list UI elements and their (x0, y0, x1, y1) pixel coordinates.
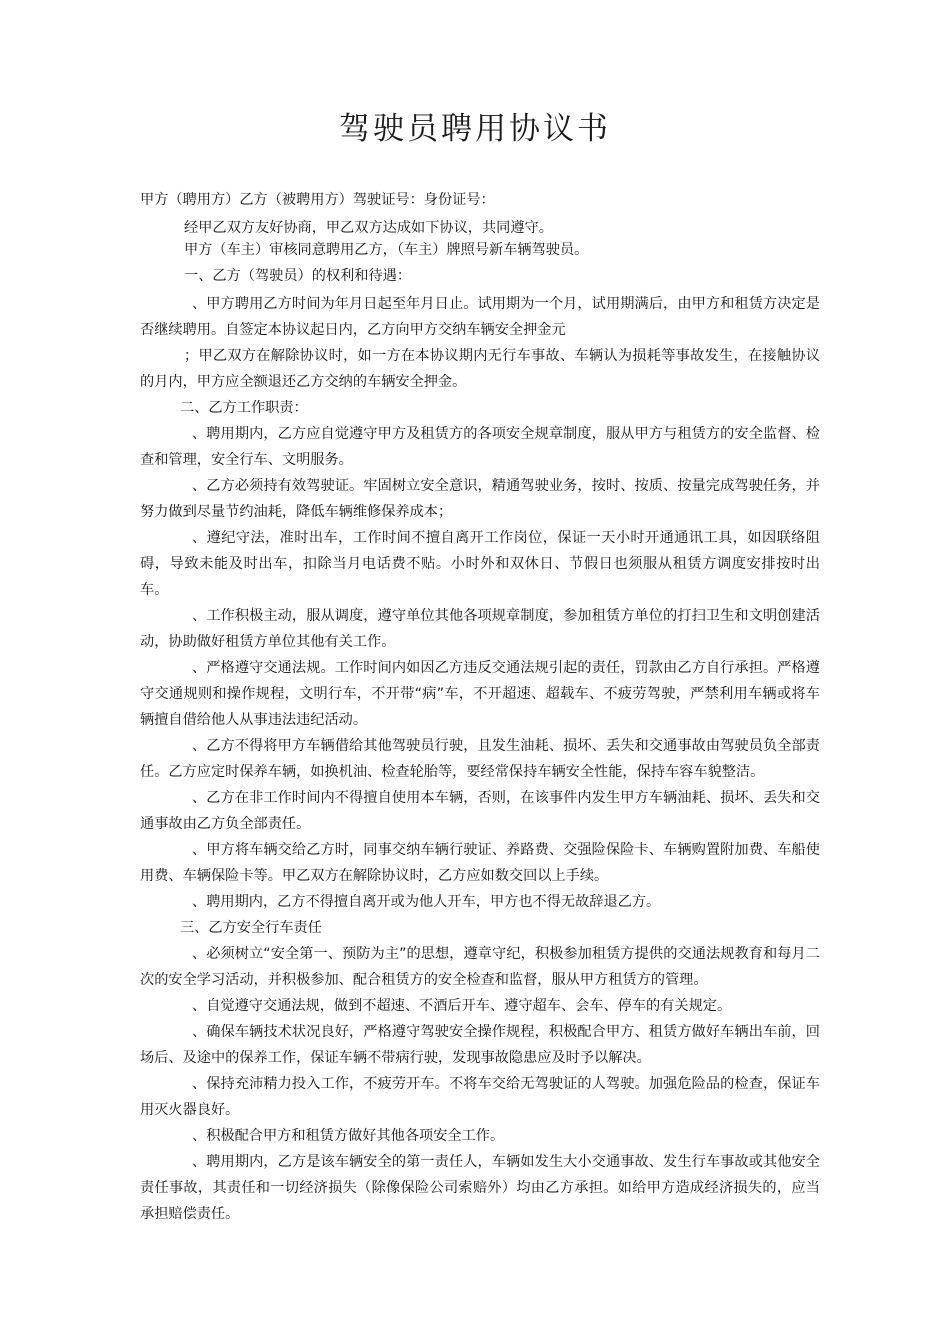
clause: 、聘用期内，乙方不得擅自离开或为他人开车，甲方也不得无故辞退乙方。 (192, 894, 661, 910)
clause: 、甲方将车辆交给乙方时，同事交纳车辆行驶证、养路费、交强险保险卡、车辆购置附加费、车船使用费、车辆保险卡等。甲乙双方在解除协议时，乙方应如数交回以上手续。 (140, 842, 820, 884)
clause: 、乙方在非工作时间内不得擅自使用本车辆，否则，在该事件内发生甲方车辆油耗、损坏、丢失和交通事故由乙方负全部责任。 (140, 790, 820, 832)
clause: 、聘用期内，乙方应自觉遵守甲方及租赁方的各项安全规章制度，服从甲方与租赁方的安全监督、检查和管理，安全行车、文明服务。 (140, 426, 820, 468)
clause: 、积极配合甲方和租赁方做好其他各项安全工作。 (192, 1128, 505, 1144)
clause: 、工作积极主动，服从调度，遵守单位其他各项规章制度，参加租赁方单位的打扫卫生和文明创建活动，协助做好租赁方单位其他有关工作。 (140, 608, 820, 650)
clause: ；甲乙双方在解除协议时，如一方在本协议期内无行车事故、车辆认为损耗等事故发生，在接触协议的月内，甲方应全额退还乙方交纳的车辆安全押金。 (140, 348, 820, 390)
clause: 、自觉遵守交通法规，做到不超速、不酒后开车、遵守超车、会车、停车的有关规定。 (192, 998, 732, 1014)
paragraph: 甲方（车主）审核同意聘用乙方，（车主）牌照号新车辆驾驶员。 (184, 242, 589, 258)
clause: 、遵纪守法，准时出车，工作时间不擅自离开工作岗位，保证一天小时开通通讯工具，如因联络阻碍，导致未能及时出车，扣除当月电话费不贴。小时外和双休日、节假日也须服从租赁方调度安排按时出车。 (140, 530, 820, 598)
document-title: 驾驶员聘用协议书 (339, 111, 611, 147)
section-heading: 三、乙方安全行车责任 (180, 920, 322, 936)
parties-line: 甲方（聘用方）乙方（被聘用方）驾驶证号：身份证号： (140, 192, 495, 208)
clause: 、聘用期内，乙方是该车辆安全的第一责任人，车辆如发生大小交通事故、发生行车事故或其他安全责任事故，其责任和一切经济损失（除像保险公司索赔外）均由乙方承担。如给甲方造成经济损失的，应当承担赔偿责任。 (140, 1154, 820, 1222)
clause: 、严格遵守交通法规。工作时间内如因乙方违反交通法规引起的责任，罚款由乙方自行承担。严格遵守交通规则和操作规程，文明行车，不开带“病”车，不开超速、超载车、不疲劳驾驶，严禁利用车辆或将车辆擅自借给他人从事违法违纪活动。 (140, 660, 820, 728)
section-heading: 二、乙方工作职责： (180, 400, 308, 416)
clause: 、甲方聘用乙方时间为年月日起至年月日止。试用期为一个月，试用期满后，由甲方和租赁方决定是否继续聘用。自签定本协议起日内，乙方向甲方交纳车辆安全押金元 (140, 296, 820, 338)
clause: 、乙方必须持有效驾驶证。牢固树立安全意识，精通驾驶业务，按时、按质、按量完成驾驶任务，并努力做到尽量节约油耗，降低车辆维修保养成本； (140, 478, 820, 520)
paragraph: 经甲乙双方友好协商，甲乙双方达成如下协议，共同遵守。 (184, 220, 553, 236)
document-body (140, 187, 820, 1227)
clause: 、保持充沛精力投入工作，不疲劳开车。不将车交给无驾驶证的人驾驶。加强危险品的检查，保证车用灭火器良好。 (140, 1076, 820, 1118)
clause: 、乙方不得将甲方车辆借给其他驾驶员行驶，且发生油耗、损坏、丢失和交通事故由驾驶员负全部责任。乙方应定时保养车辆，如换机油、检查轮胎等，要经常保持车辆安全性能，保持车容车貌整洁。 (140, 738, 820, 780)
clause: 、必须树立“安全第一、预防为主”的思想，遵章守纪，积极参加租赁方提供的交通法规教育和每月二次的安全学习活动，并积极参加、配合租赁方的安全检查和监督，服从甲方租赁方的管理。 (140, 946, 820, 988)
clause: 、确保车辆技术状况良好，严格遵守驾驶安全操作规程，积极配合甲方、租赁方做好车辆出车前，回场后、及途中的保养工作，保证车辆不带病行驶，发现事故隐患应及时予以解决。 (140, 1024, 820, 1066)
section-heading: 一、乙方（驾驶员）的权利和待遇： (184, 268, 412, 284)
